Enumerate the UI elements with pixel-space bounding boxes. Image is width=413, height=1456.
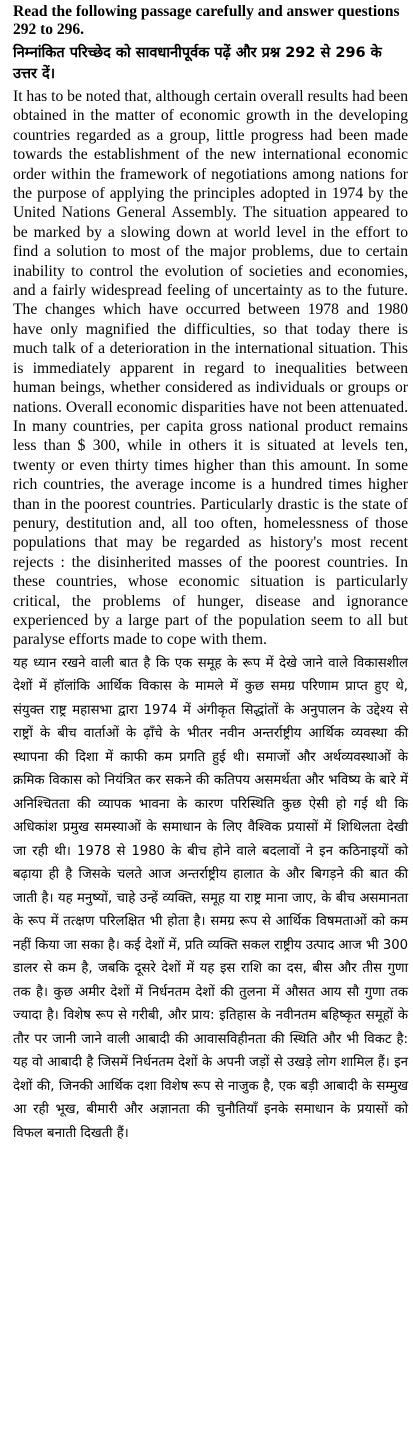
instruction-english: Read the following passage carefully and answer questions 292 to 296. bbox=[13, 3, 400, 38]
passage-hindi: यह ध्यान रखने वाली बात है कि एक समूह के रूप में देखे जाने वाले विकासशील देशों में हॉलांकि आर्थिक विकास के मामले में कुछ समग्र परिणाम प्राप्त हुए थे, संयुक्त राष्ट्र महासभा द्वारा 1974 में अंगीकृत सिद्धांतों के अनुपालन के उद्देश्य से राष्ट्रों के बीच वार्ताओं के ढ़ाँचे के भीतर नवीन अन्तर्राष्ट्रीय आर्थिक व्यवस्था की स्थापना की दिशा में काफी कम प्रगति हुई थी। समाजों और अर्थव्यवस्थाओं के क्रमिक विकास को नियंत्रित कर सकने की कतिपय असमर्थता और भविष्य के बारे में अनिश्चितता की व्यापक भावना के कारण परिस्थिति कुछ ऐसी हो गई थी कि अधिकांश प्रमुख समस्याओं के समाधान के लिए वैश्विक प्रयासों में शिथिलता देखी जा रही थी। 1978 से 1980 के बीच होने वाले बदलावों ने इन कठिनाइयों को बढ़ाया ही है जिसके चलते आज अन्तर्राष्ट्रीय हालात के और बिगड़ने की बात की जाती है। यह मनुष्यों, चाहे उन्हें व्यक्ति, समूह या राष्ट्र माना जाए, के बीच असमानता के रूप में तत्क्षण परिलक्षित भी होता है। समग्र रूप से आर्थिक विषमताओं को कम नहीं किया जा सका है। कई देशों में, प्रति व्यक्ति सकल राष्ट्रीय उत्पाद आज भी 300 डालर से कम है, जबकि दूसरे देशों में यह इस राशि का दस, बीस और तीस गुणा तक है। कुछ अमीर देशों में निर्धनतम देशों की तुलना में औसत आय सौ गुणा तक ज्यादा है। विशेष रूप से गरीबी, और प्राय: इतिहास के नवीनतम बहिष्कृत समूहों के तौर पर जानी जाने वाली आबादी की आवासविहीनता की स्थिति और भी विकट है: यह वो आबादी है जिसमें निर्धनतम देशों के अपनी जड़ों से उखड़े लोग शामिल हैं। इन देशों की, जिनकी आर्थिक दशा विशेष रूप से नाजुक है, एक बड़ी आबादी के सम्मुख आ रही भूख, बीमारी और अज्ञानता की चुनौतियाँ इनके समाधान के प्रयासों को विफल बनाती दिखती हैं। bbox=[13, 655, 408, 1141]
passage-english: It has to be noted that, although certain overall results had been obtained in the matter of economic growth in the developing countries regarded as a group, little progress had been made towards the establishment of the new international economic order within the framework of negotiations among nations for the purpose of applying the principles adopted in 1974 by the United Nations General Assembly. The situation appeared to be marked by a slowing down at world level in the effort to find a solution to most of the major problems, due to certain inability to control the evolution of societies and economies, and a fairly widespread feeling of uncertainty as to the future. The changes which have occurred between 1978 and 1980 have only magnified the difficulties, so that today there is much talk of a deterioration in the international situation. This is immediately apparent in regard to inequalities between human beings, whether considered as individuals or groups or nations. Overall economic disparities have not been attenuated. In many countries, per capita gross national product remains less than $ 300, while in others it is situated at levels ten, twenty or even thirty times higher than this amount. In some rich countries, the average income is a hundred times higher than in the poorest countries. Particularly drastic is the state of penury, destitution and, all too often, homelessness of those populations that may be regarded as history's most recent rejects : the disinherited masses of the poorest countries. In these countries, whose economic situation is particularly critical, the problems of hunger, disease and ignorance experienced by a large part of the population seem to all but paralyse efforts made to cope with them. bbox=[13, 88, 408, 649]
instruction-hindi: निम्नांकित परिच्छेद को सावधानीपूर्वक पढ़ें और प्रश्न 292 से 296 के उत्तर दें। bbox=[13, 45, 382, 82]
